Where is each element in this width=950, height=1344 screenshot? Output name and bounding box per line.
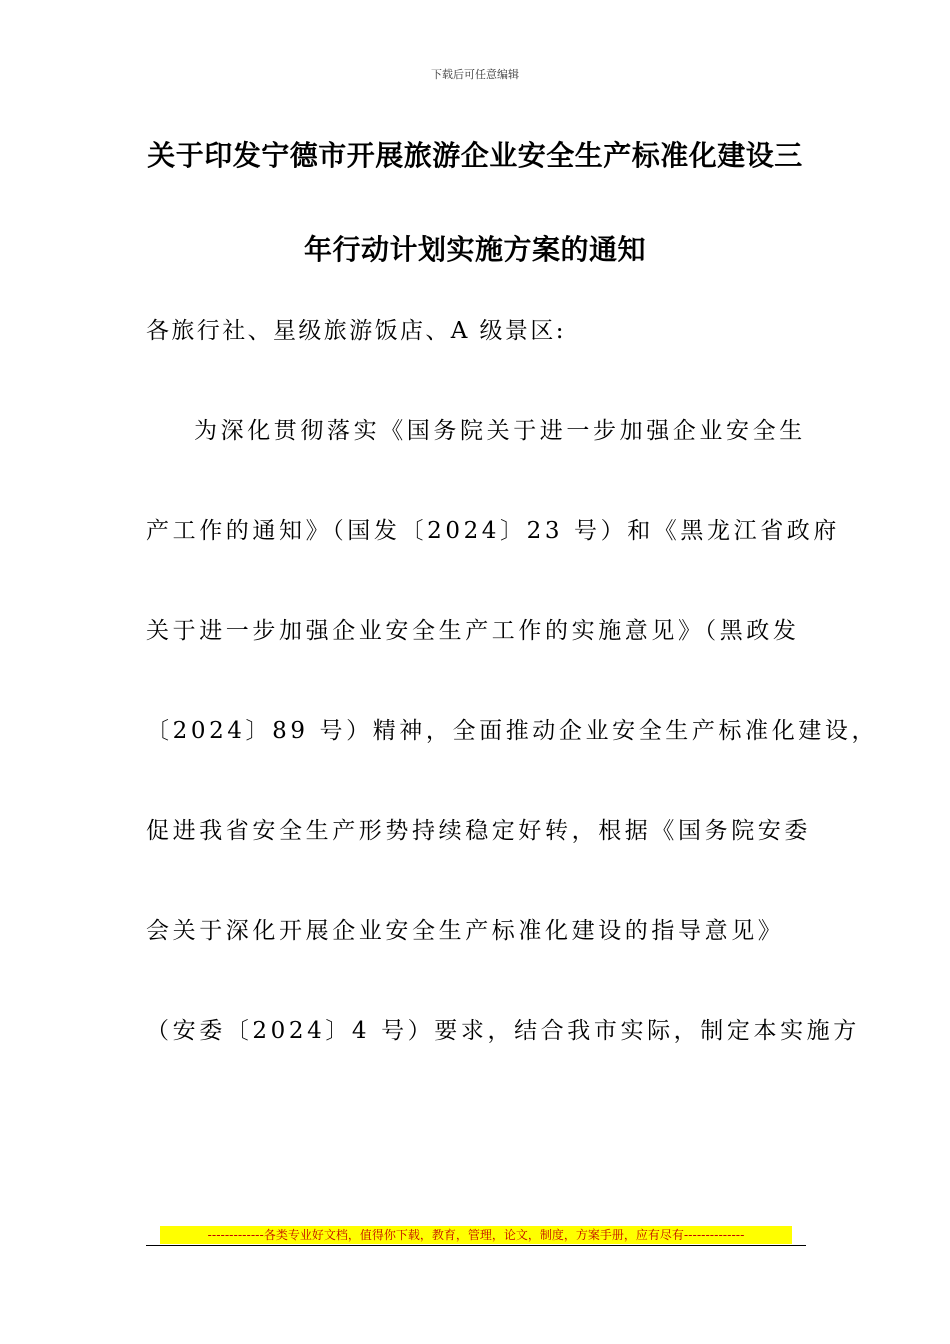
footer-banner: -------------各类专业好文档，值得你下载，教育，管理，论文，制度，方案手册，应有尽有-------------- xyxy=(160,1226,792,1244)
footer-divider xyxy=(146,1245,806,1246)
salutation: 各旅行社、星级旅游饭店、A 级景区: xyxy=(146,318,566,344)
paragraph-line-2: 产工作的通知》（国发〔2024〕23 号）和《黑龙江省政府 xyxy=(146,518,841,544)
page-header-note: 下载后可任意编辑 xyxy=(431,68,519,81)
paragraph-line-4: 〔2024〕89 号）精神，全面推动企业安全生产标准化建设， xyxy=(146,718,879,744)
paragraph-line-7: （安委〔2024〕4 号）要求，结合我市实际，制定本实施方 xyxy=(146,1018,860,1044)
paragraph-line-3: 关于进一步加强企业安全生产工作的实施意见》（黑政发 xyxy=(146,618,800,644)
paragraph-line-6: 会关于深化开展企业安全生产标准化建设的指导意见》 xyxy=(146,918,785,944)
paragraph-line-5: 促进我省安全生产形势持续稳定好转，根据《国务院安委 xyxy=(146,818,811,844)
document-title-line-1: 关于印发宁德市开展旅游企业安全生产标准化建设三 xyxy=(147,139,803,172)
paragraph-line-1: 为深化贯彻落实《国务院关于进一步加强企业安全生 xyxy=(194,418,806,444)
document-title-line-2: 年行动计划实施方案的通知 xyxy=(303,233,646,266)
